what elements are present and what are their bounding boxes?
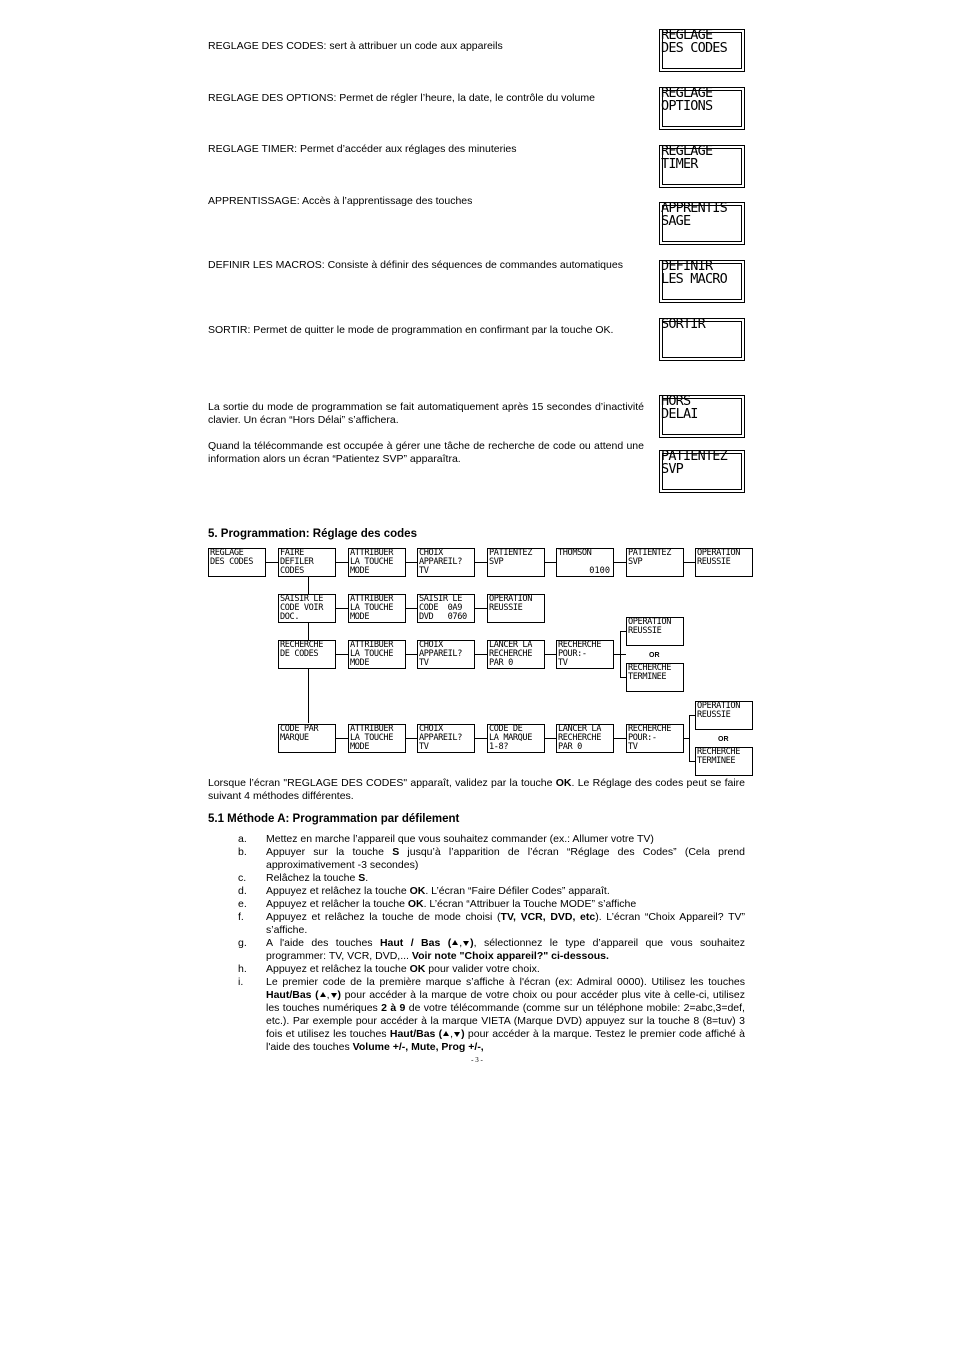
flow-box-line: PAR 0 bbox=[558, 742, 582, 752]
flow-box-attribuer-touche bbox=[348, 548, 406, 577]
text-run: . bbox=[365, 872, 369, 884]
exit-timeout-text: La sortie du mode de programmation se fait automatiquement après 15 secondes d’inactivité clavier. Un écran “Hors Délai” s’affichera. bbox=[208, 401, 644, 426]
flow-box-line: FAIRE bbox=[280, 548, 304, 558]
arrow-down-icon bbox=[331, 993, 337, 998]
flow-box-operation-reussie bbox=[626, 617, 684, 646]
flow-box-recherche-terminee bbox=[695, 747, 753, 776]
flow-box-lancer-recherche bbox=[556, 724, 614, 753]
flow-box-patientez bbox=[626, 548, 684, 577]
text-run: Appuyez et relâchez la touche bbox=[266, 885, 410, 897]
text-run: Relâchez la touche bbox=[266, 872, 359, 884]
lcd-screen-hors-delai bbox=[659, 395, 745, 438]
page-number: - 3 - bbox=[471, 1056, 483, 1064]
key-name: ) bbox=[337, 989, 342, 1001]
arrow-up-icon bbox=[443, 1031, 449, 1036]
arrow-down-icon bbox=[463, 941, 469, 946]
flow-box-line: RECHERCHE bbox=[280, 640, 323, 650]
flow-box-line: APPAREIL? bbox=[419, 649, 462, 659]
flow-box-line: CHOIX bbox=[419, 548, 443, 558]
flow-box-line: RECHERCHE bbox=[628, 663, 671, 673]
step-label: a. bbox=[238, 833, 247, 845]
key-name: TV, VCR, DVD, etc bbox=[500, 911, 596, 923]
flow-box-line: REUSSIE bbox=[628, 626, 662, 636]
connector-line bbox=[545, 738, 556, 739]
flow-box-line: APPAREIL? bbox=[419, 557, 462, 567]
flow-box-attribuer-touche bbox=[348, 640, 406, 669]
step-item: g. A l'aide des touches Haut / Bas ( , ), sélectionnez le type d’appareil que vous souhaitez programmer: TV, VCR, DVD,... Voir note "Choix appareil?" ci-dessous. bbox=[238, 937, 745, 962]
lcd-line: LES MACRO bbox=[661, 271, 727, 287]
connector-line bbox=[545, 654, 556, 655]
flow-box-line: DOC. bbox=[280, 612, 300, 622]
flow-box-choix-appareil bbox=[417, 640, 475, 669]
key-name: Volume +/-, Mute, Prog +/-, bbox=[352, 1041, 484, 1053]
connector-line bbox=[620, 631, 621, 677]
flow-box-line: SVP bbox=[489, 557, 504, 567]
key-name: Haut / Bas ( bbox=[379, 937, 452, 949]
text-run: Appuyez et relâcher la touche bbox=[266, 898, 408, 910]
text-run: . L’écran “Attribuer la Touche MODE” s’affiche bbox=[423, 898, 637, 910]
connector-line bbox=[684, 562, 695, 563]
flow-box-line: 1-8? bbox=[489, 742, 509, 752]
or-label: OR bbox=[718, 736, 729, 743]
flow-box-line: TV bbox=[558, 658, 568, 668]
lcd-line: DES CODES bbox=[661, 40, 727, 56]
flow-box-line: SVP bbox=[628, 557, 643, 567]
text-run: Appuyer sur la touche bbox=[266, 846, 393, 858]
flow-box-operation-reussie bbox=[695, 548, 753, 577]
flow-box-line: MODE bbox=[350, 612, 370, 622]
text-run: ). L’écran “Choix Appareil? TV” s’affiche. bbox=[266, 911, 745, 936]
flow-box-line: DE CODES bbox=[280, 649, 319, 659]
flow-box-line: MARQUE bbox=[280, 733, 309, 743]
flow-box-recherche-pour bbox=[626, 724, 684, 753]
step-item: i. Le premier code de la première marque s’affiche à l'écran (ex: Admiral 0000). Utilisez les touches Haut/Bas ( , ) pour accéder à la marque de votre choix ou pour accéder plus vite à celle-ci, utilisez les touches numériques 2 à 9 de votre télécommande (comme sur un téléphone mobile: 2=abc,3=def, etc.). Par exemple pour accéder à la marque VIETA (Marque DVD) appuyez sur la touche 8 (8=tuv) 3 fois et utilisez les touches Haut/Bas ( , ) pour accéder à la marque. Testez le premier code affiché à l'aide des touches Volume +/-, Mute, Prog +/-, bbox=[238, 976, 745, 1053]
step-item bbox=[238, 898, 745, 911]
flow-box-line: CHOIX bbox=[419, 640, 443, 650]
flow-box-line: CODE DE bbox=[489, 724, 523, 734]
flow-box-recherche-codes bbox=[278, 640, 336, 669]
connector-line bbox=[266, 562, 278, 563]
connector-line bbox=[475, 562, 487, 563]
flow-box-line: RECHERCHE bbox=[628, 724, 671, 734]
connector-line bbox=[689, 715, 690, 761]
lcd-line: OPTIONS bbox=[661, 98, 713, 114]
connector-line bbox=[406, 608, 417, 609]
flow-box-code-par-marque bbox=[278, 724, 336, 753]
text-run: Appuyez et relâchez la touche de mode choisi ( bbox=[266, 911, 501, 923]
step-label: e. bbox=[238, 898, 247, 910]
flow-box-line: DEFILER bbox=[280, 557, 314, 567]
flow-box-line: APPAREIL? bbox=[419, 733, 462, 743]
flow-box-line: DES CODES bbox=[210, 557, 253, 567]
flow-box-line: DVD 0760 bbox=[419, 612, 467, 622]
flow-box-reglage-codes bbox=[208, 548, 266, 577]
menu-desc-apprentissage: APPRENTISSAGE: Accès à l’apprentissage des touches bbox=[208, 195, 473, 207]
flow-box-line: OPERATION bbox=[628, 617, 671, 627]
flow-box-code-marque bbox=[487, 724, 545, 753]
step-item bbox=[238, 846, 745, 872]
flow-box-faire-defiler bbox=[278, 548, 336, 577]
flow-box-line: PATIENTEZ bbox=[489, 548, 532, 558]
flow-box-line: TV bbox=[419, 742, 429, 752]
lcd-screen-sortir bbox=[659, 318, 745, 361]
text-run: Le premier code de la première marque s’affiche à l'écran (ex: Admiral 0000). Utilisez les touches bbox=[266, 976, 745, 988]
lcd-line: PATIENTEZ bbox=[661, 448, 727, 464]
connector-line bbox=[475, 654, 487, 655]
flow-box-line: CODE PAR bbox=[280, 724, 319, 734]
flow-box-line: MODE bbox=[350, 742, 370, 752]
flow-box-line: TV bbox=[419, 566, 429, 576]
key-name: Haut/Bas ( bbox=[266, 989, 319, 1001]
key-name: ) bbox=[461, 1028, 465, 1040]
flow-box-line: PATIENTEZ bbox=[628, 548, 671, 558]
flow-box-line: RECHERCHE bbox=[558, 733, 601, 743]
text-run: Lorsque l’écran "REGLAGE DES CODES" apparaît, validez par la touche bbox=[208, 777, 556, 789]
flow-box-saisir-code-doc bbox=[278, 594, 336, 623]
intro-paragraph bbox=[208, 777, 745, 803]
key-name: OK bbox=[409, 963, 426, 975]
connector-line bbox=[614, 738, 626, 739]
text-run: . L’écran “Faire Défiler Codes” apparaît. bbox=[425, 885, 610, 897]
text-run: pour valider votre choix. bbox=[425, 963, 540, 975]
flow-box-recherche-terminee bbox=[626, 663, 684, 692]
lcd-line: DEFINIR bbox=[661, 258, 713, 274]
text-run: A l'aide des touches bbox=[266, 937, 380, 949]
step-item bbox=[238, 872, 745, 885]
connector-line bbox=[336, 654, 348, 655]
connector-line bbox=[406, 562, 417, 563]
flow-box-line: SAISIR LE bbox=[419, 594, 462, 604]
flow-box-choix-appareil bbox=[417, 724, 475, 753]
step-label: h. bbox=[238, 963, 247, 975]
flow-box-line: TERMINEE bbox=[697, 756, 736, 766]
step-label: b. bbox=[238, 846, 247, 858]
connector-line bbox=[475, 738, 487, 739]
flow-box-line: RECHERCHE bbox=[489, 649, 532, 659]
flow-box-code-number: 0100 bbox=[589, 566, 610, 576]
lcd-line: REGLAGE bbox=[661, 27, 713, 43]
flow-box-line: OPERATION bbox=[697, 548, 740, 558]
lcd-line: REGLAGE bbox=[661, 143, 713, 159]
connector-line bbox=[406, 738, 417, 739]
flow-box-line: ATTRIBUER bbox=[350, 594, 393, 604]
flow-box-line: REUSSIE bbox=[697, 710, 731, 720]
text-run: Mettez en marche l’appareil que vous souhaitez commander (ex.: Allumer votre TV) bbox=[266, 833, 654, 845]
lcd-line: APPRENTIS bbox=[661, 200, 727, 216]
flow-box-line: RECHERCHE bbox=[558, 640, 601, 650]
flow-box-thomson bbox=[556, 548, 614, 577]
flow-box-line: TV bbox=[419, 658, 429, 668]
flow-box-line: ATTRIBUER bbox=[350, 640, 393, 650]
flow-box-line: LA TOUCHE bbox=[350, 649, 393, 659]
arrow-up-icon bbox=[320, 992, 326, 997]
step-label: c. bbox=[238, 872, 247, 884]
flow-box-line: TERMINEE bbox=[628, 672, 667, 682]
key-name: OK bbox=[409, 885, 426, 897]
lcd-line: SORTIR bbox=[661, 316, 705, 332]
flow-box-choix-appareil bbox=[417, 548, 475, 577]
flow-box-line: CODE VOIR bbox=[280, 603, 323, 613]
step-item bbox=[238, 885, 745, 898]
key-name: S bbox=[392, 846, 400, 858]
flow-box-line: REUSSIE bbox=[489, 603, 523, 613]
connector-line bbox=[336, 738, 348, 739]
connector-line bbox=[406, 654, 417, 655]
lcd-screen-reglage-codes bbox=[659, 29, 745, 72]
step-item bbox=[238, 963, 745, 976]
flow-box-line: MODE bbox=[350, 658, 370, 668]
flow-box-line: LANCER LA bbox=[558, 724, 601, 734]
step-label: i. bbox=[238, 976, 244, 988]
flow-box-line: REGLAGE bbox=[210, 548, 244, 558]
steps-list bbox=[238, 833, 745, 1054]
flow-box-line: SAISIR LE bbox=[280, 594, 323, 604]
lcd-line: TIMER bbox=[661, 156, 698, 172]
step-item bbox=[238, 833, 745, 846]
flow-box-line: MODE bbox=[350, 566, 370, 576]
flow-box-line: CODE 0A9 bbox=[419, 603, 462, 613]
flow-box-line: REUSSIE bbox=[697, 557, 731, 567]
step-label: d. bbox=[238, 885, 247, 897]
arrow-down-icon bbox=[454, 1032, 460, 1037]
lcd-line: REGLAGE bbox=[661, 85, 713, 101]
connector-line bbox=[545, 562, 556, 563]
text-run: pour accéder à la marque de votre choix ou pour accéder plus vite à celle-ci, utilisez les touches numériques bbox=[266, 989, 745, 1014]
menu-desc-sortir: SORTIR: Permet de quitter le mode de programmation en confirmant par la touche OK. bbox=[208, 324, 614, 336]
flow-box-attribuer-touche bbox=[348, 724, 406, 753]
lcd-line: SAGE bbox=[661, 213, 691, 229]
connector-line bbox=[336, 562, 348, 563]
flow-box-line: OPERATION bbox=[489, 594, 532, 604]
flow-box-line: CHOIX bbox=[419, 724, 443, 734]
ok-key: OK bbox=[555, 777, 572, 789]
flow-box-line: LA TOUCHE bbox=[350, 733, 393, 743]
text-run: . Le Réglage des codes peut se faire suivant 4 méthodes différentes. bbox=[208, 777, 746, 802]
connector-line bbox=[614, 562, 626, 563]
flow-box-recherche-pour bbox=[556, 640, 614, 669]
lcd-screen-definir-macros bbox=[659, 260, 745, 303]
or-label: OR bbox=[649, 652, 660, 659]
flow-box-attribuer-touche bbox=[348, 594, 406, 623]
text-run: pour accéder à la marque. Testez le premier code affiché à l'aide des touches bbox=[266, 1028, 745, 1053]
flow-box-line: LA TOUCHE bbox=[350, 603, 393, 613]
flow-box-line: LA MARQUE bbox=[489, 733, 532, 743]
key-name: OK bbox=[407, 898, 424, 910]
menu-desc-reglage-options: REGLAGE DES OPTIONS: Permet de régler l’heure, la date, le contrôle du volume bbox=[208, 92, 595, 104]
text-run: jusqu’à l’apparition de l’écran “Réglage des Codes” (Cela prend approximativement -3 secondes) bbox=[266, 846, 745, 871]
key-name: Haut/Bas ( bbox=[389, 1028, 443, 1040]
flow-box-line: ATTRIBUER bbox=[350, 548, 393, 558]
flow-box-line: ATTRIBUER bbox=[350, 724, 393, 734]
flow-box-operation-reussie bbox=[487, 594, 545, 623]
note-reference: Voir note "Choix appareil?" ci-dessous. bbox=[411, 950, 609, 962]
lcd-screen-reglage-timer bbox=[659, 145, 745, 188]
flow-box-line: LANCER LA bbox=[489, 640, 532, 650]
lcd-screen-patientez bbox=[659, 450, 745, 493]
menu-desc-reglage-timer: REGLAGE TIMER: Permet d’accéder aux réglages des minuteries bbox=[208, 143, 517, 155]
text-run: , sélectionnez le type d’appareil que vous souhaitez programmer: TV, VCR, DVD,... bbox=[266, 937, 745, 962]
step-label: g. bbox=[238, 937, 247, 949]
arrow-up-icon bbox=[452, 940, 458, 945]
step-label: f. bbox=[238, 911, 244, 923]
connector-line bbox=[475, 608, 487, 609]
flow-box-line: PAR 0 bbox=[489, 658, 513, 668]
key-name: S bbox=[358, 872, 366, 884]
flow-box-operation-reussie bbox=[695, 701, 753, 730]
key-name: 2 à 9 bbox=[381, 1002, 406, 1014]
lcd-line: DELAI bbox=[661, 406, 698, 422]
text-run: Appuyez et relâchez la touche bbox=[266, 963, 410, 975]
menu-desc-definir-macros: DEFINIR LES MACROS: Consiste à définir des séquences de commandes automatiques bbox=[208, 259, 623, 271]
key-name: ) bbox=[470, 937, 474, 949]
subsection-title: 5.1 Méthode A: Programmation par défilement bbox=[208, 813, 460, 825]
connector-line bbox=[336, 608, 348, 609]
busy-wait-text: Quand la télécommande est occupée à gérer une tâche de recherche de code ou attend une information alors un écran “Patientez SVP” apparaîtra. bbox=[208, 440, 644, 465]
text-run: de votre télécommande (comme sur un téléphone mobile: 2=abc,3=def, etc.). Par exemple pour accéder à la marque VIETA (Marque DVD) appuyez sur la touche 8 (8=tuv) 3 fois et utilisez les touches bbox=[266, 1002, 745, 1040]
menu-desc-reglage-codes: REGLAGE DES CODES: sert à attribuer un code aux appareils bbox=[208, 40, 503, 52]
flow-box-line: POUR:- bbox=[558, 649, 587, 659]
flow-box-line: THOMSON bbox=[558, 548, 592, 558]
flow-box-line: OPERATION bbox=[697, 701, 740, 711]
flow-box-patientez bbox=[487, 548, 545, 577]
flow-box-lancer-recherche bbox=[487, 640, 545, 669]
lcd-line: HORS bbox=[661, 393, 691, 409]
flow-box-line: POUR:- bbox=[628, 733, 657, 743]
flow-box-saisir-code-dvd bbox=[417, 594, 475, 623]
flow-box-line: RECHERCHE bbox=[697, 747, 740, 757]
flow-box-line: TV bbox=[628, 742, 638, 752]
lcd-screen-apprentissage bbox=[659, 202, 745, 245]
flow-box-line: CODES bbox=[280, 566, 304, 576]
section-title: 5. Programmation: Réglage des codes bbox=[208, 528, 417, 540]
flow-box-line: LA TOUCHE bbox=[350, 557, 393, 567]
lcd-screen-reglage-options bbox=[659, 87, 745, 130]
step-item bbox=[238, 911, 745, 937]
lcd-line: SVP bbox=[661, 461, 683, 477]
